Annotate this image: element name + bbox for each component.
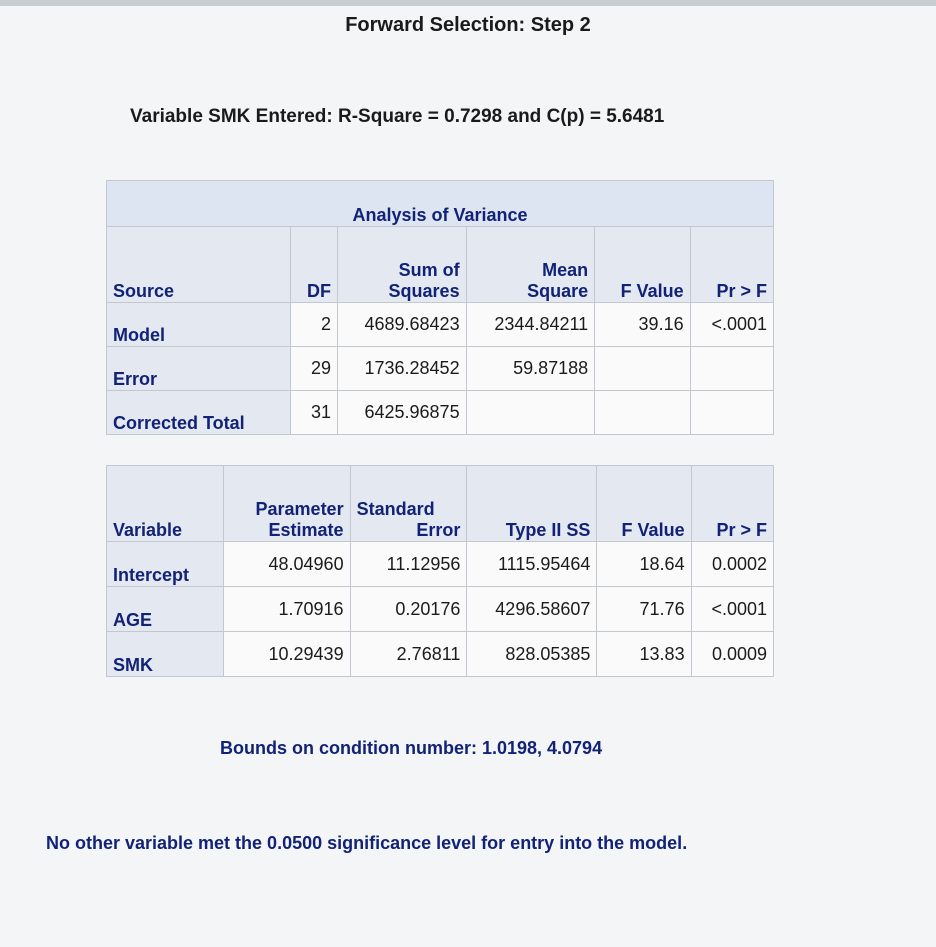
anova-row-error	[107, 347, 774, 391]
selection-stop-note: No other variable met the 0.0500 significance level for entry into the model.	[46, 833, 688, 853]
col-pr-f: Pr > F	[690, 227, 773, 303]
col-f-value: F Value	[597, 466, 691, 542]
top-border	[0, 0, 936, 6]
cell-df: 31	[290, 391, 337, 435]
cell-p	[690, 347, 773, 391]
row-label: Corrected Total	[107, 391, 291, 435]
row-label: SMK	[107, 632, 224, 677]
cell-type2-ss: 1115.95464	[467, 542, 597, 587]
cell-p: 0.0009	[691, 632, 773, 677]
col-standard-error: Standard Error	[350, 466, 467, 542]
cell-ss: 4689.68423	[338, 303, 467, 347]
cell-f	[595, 391, 690, 435]
cell-ss: 6425.96875	[338, 391, 467, 435]
col-f-value: F Value	[595, 227, 690, 303]
cell-p	[690, 391, 773, 435]
param-row-smk	[107, 632, 774, 677]
cell-type2-ss: 4296.58607	[467, 587, 597, 632]
cell-std-error: 11.12956	[350, 542, 467, 587]
col-df: DF	[290, 227, 337, 303]
cell-df: 29	[290, 347, 337, 391]
cell-std-error: 0.20176	[350, 587, 467, 632]
anova-row-corrected-total	[107, 391, 774, 435]
cell-f: 13.83	[597, 632, 691, 677]
param-row-age	[107, 587, 774, 632]
step-summary: Variable SMK Entered: R-Square = 0.7298 and C(p) = 5.6481	[130, 106, 665, 127]
parameter-estimates-table	[106, 465, 774, 677]
row-label: Intercept	[107, 542, 224, 587]
anova-banner: Analysis of Variance	[107, 181, 774, 227]
condition-number-bounds: Bounds on condition number: 1.0198, 4.0794	[220, 738, 603, 758]
col-pr-f: Pr > F	[691, 466, 773, 542]
col-sum-of-squares: Sum of Squares	[338, 227, 467, 303]
param-header-row	[107, 466, 774, 542]
anova-table	[106, 180, 774, 435]
col-variable: Variable	[107, 466, 224, 542]
cell-estimate: 48.04960	[223, 542, 350, 587]
cell-p: 0.0002	[691, 542, 773, 587]
anova-row-model	[107, 303, 774, 347]
cell-estimate: 10.29439	[223, 632, 350, 677]
cell-f	[595, 347, 690, 391]
cell-std-error: 2.76811	[350, 632, 467, 677]
cell-df: 2	[290, 303, 337, 347]
col-mean-square: Mean Square	[466, 227, 595, 303]
row-label: Error	[107, 347, 291, 391]
row-label: AGE	[107, 587, 224, 632]
page-title: Forward Selection: Step 2	[345, 14, 591, 36]
cell-ss: 1736.28452	[338, 347, 467, 391]
cell-f: 39.16	[595, 303, 690, 347]
cell-f: 18.64	[597, 542, 691, 587]
row-label: Model	[107, 303, 291, 347]
cell-type2-ss: 828.05385	[467, 632, 597, 677]
col-source: Source	[107, 227, 291, 303]
param-row-intercept	[107, 542, 774, 587]
cell-f: 71.76	[597, 587, 691, 632]
cell-estimate: 1.70916	[223, 587, 350, 632]
anova-header-row	[107, 227, 774, 303]
cell-ms: 59.87188	[466, 347, 595, 391]
cell-ms: 2344.84211	[466, 303, 595, 347]
cell-p: <.0001	[690, 303, 773, 347]
col-parameter-estimate: Parameter Estimate	[223, 466, 350, 542]
cell-ms	[466, 391, 595, 435]
col-type-ii-ss: Type II SS	[467, 466, 597, 542]
cell-p: <.0001	[691, 587, 773, 632]
anova-banner-row	[107, 181, 774, 227]
